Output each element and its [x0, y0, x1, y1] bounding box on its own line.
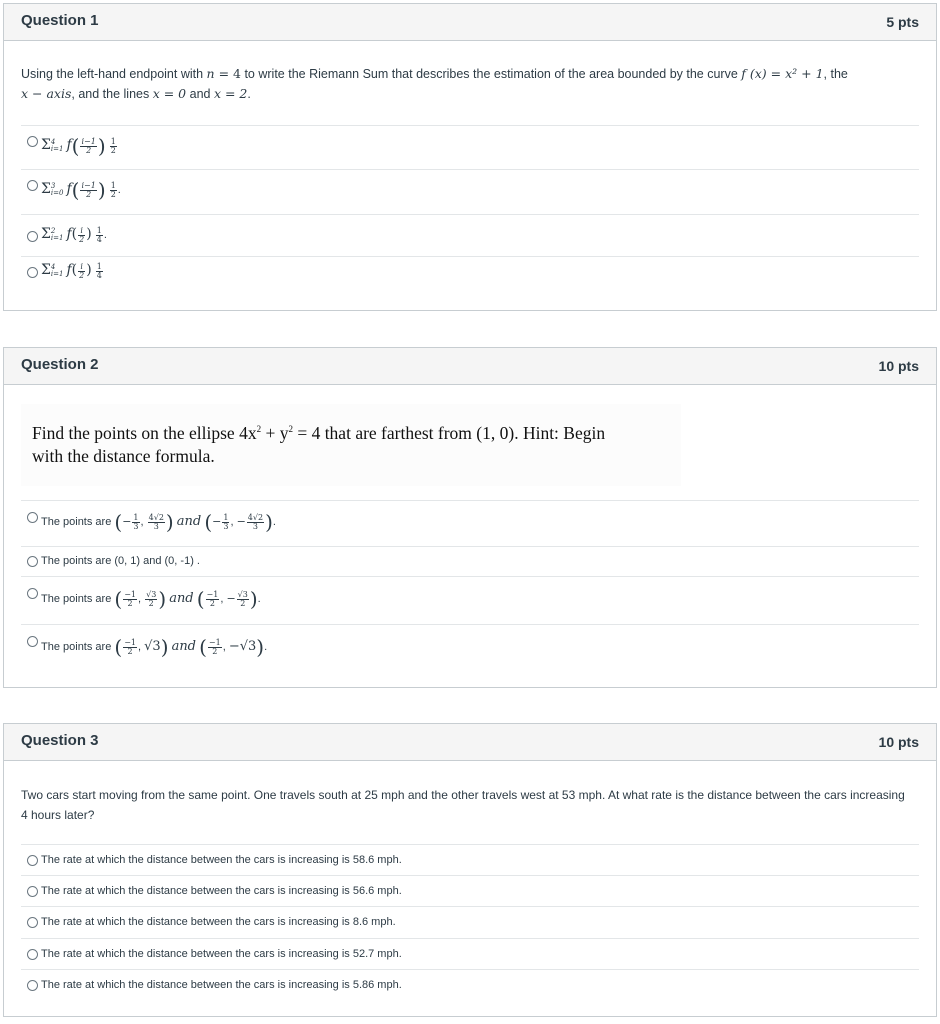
question-title: Question 3 [21, 732, 99, 749]
answer-option[interactable]: The rate at which the distance between the cars is increasing is 56.6 mph. [21, 875, 919, 906]
radio-button[interactable] [27, 949, 38, 960]
radio-button[interactable] [27, 855, 38, 866]
radio-button[interactable] [27, 512, 38, 523]
answer-option[interactable]: Σ3 i=0 f( $\frac{i-1}{2}$ ) $\frac{1}{2}$ . [21, 169, 919, 214]
question-stem: Two cars start moving from the same point. One travels south at 25 mph and the other travels west at 53 mph. At what rate is the distance between the cars increasing 4 hours later? [21, 788, 905, 822]
answer-option[interactable]: The points are (0, 1) and (0, -1) . [21, 546, 919, 576]
answer-option[interactable]: The rate at which the distance between the cars is increasing is 8.6 mph. [21, 906, 919, 938]
radio-button[interactable] [27, 180, 38, 191]
answer-option[interactable]: The points are ( $\frac{-1}{2}$ , $\frac{√3}{2}$ ) and ( $\frac{-1}{2}$ , − $\frac{√3}{2}$ ). [21, 576, 919, 624]
answer-option[interactable]: The points are ( $\frac{-1}{2}$ , √3) and ( $\frac{-1}{2}$ , −√3). [21, 624, 919, 670]
question-stem-image [21, 404, 681, 486]
radio-button[interactable] [27, 588, 38, 599]
question-1 [3, 3, 937, 311]
answer-option[interactable]: The rate at which the distance between the cars is increasing is 58.6 mph. [21, 844, 919, 875]
answer-option[interactable]: The points are (− $\frac{1}{3}$ , $\frac{4√2}{3}$ ) and (− $\frac{1}{3}$ , − $\frac{4√2}{3}$ ). [21, 500, 919, 546]
answer-option[interactable]: Σ4 i=1 f( $\frac{i-1}{2}$ ) $\frac{1}{2}$ [21, 125, 919, 169]
radio-button[interactable] [27, 267, 38, 278]
question-2 [3, 347, 937, 688]
question-stem: Using the left-hand endpoint with n = 4 to write the Riemann Sum that describes the estimation of the area bounded by the curve f (x) = x² + 1, the x − axis, and the lines x = 0 and x = 2. [21, 66, 848, 101]
radio-button[interactable] [27, 136, 38, 147]
question-points: 10 pts [878, 734, 919, 750]
question-points: 5 pts [886, 14, 919, 30]
radio-button[interactable] [27, 636, 38, 647]
question-points: 10 pts [878, 358, 919, 374]
radio-button[interactable] [27, 231, 38, 242]
radio-button[interactable] [27, 917, 38, 928]
answer-option[interactable]: The rate at which the distance between the cars is increasing is 5.86 mph. [21, 969, 919, 1001]
answer-option[interactable]: The rate at which the distance between the cars is increasing is 52.7 mph. [21, 938, 919, 969]
answer-option[interactable]: Σ4 i=1 f( $\frac{i}{2}$ ) $\frac{1}{4}$ [21, 256, 919, 296]
radio-button[interactable] [27, 556, 38, 567]
question-3 [3, 723, 937, 1017]
radio-button[interactable] [27, 980, 38, 991]
question-header [4, 348, 936, 385]
answer-option[interactable]: Σ2 i=1 f( $\frac{i}{2}$ ) $\frac{1}{4}$ . [21, 214, 919, 256]
question-title: Question 2 [21, 356, 99, 373]
question-title: Question 1 [21, 12, 99, 29]
question-stem: Find the points on the ellipse $4x^2 + y^2 = 4$ that are farthest from (1, 0). Hint: Begin with the distance formula. [32, 422, 606, 466]
radio-button[interactable] [27, 886, 38, 897]
question-header [4, 724, 936, 761]
question-header [4, 4, 936, 41]
